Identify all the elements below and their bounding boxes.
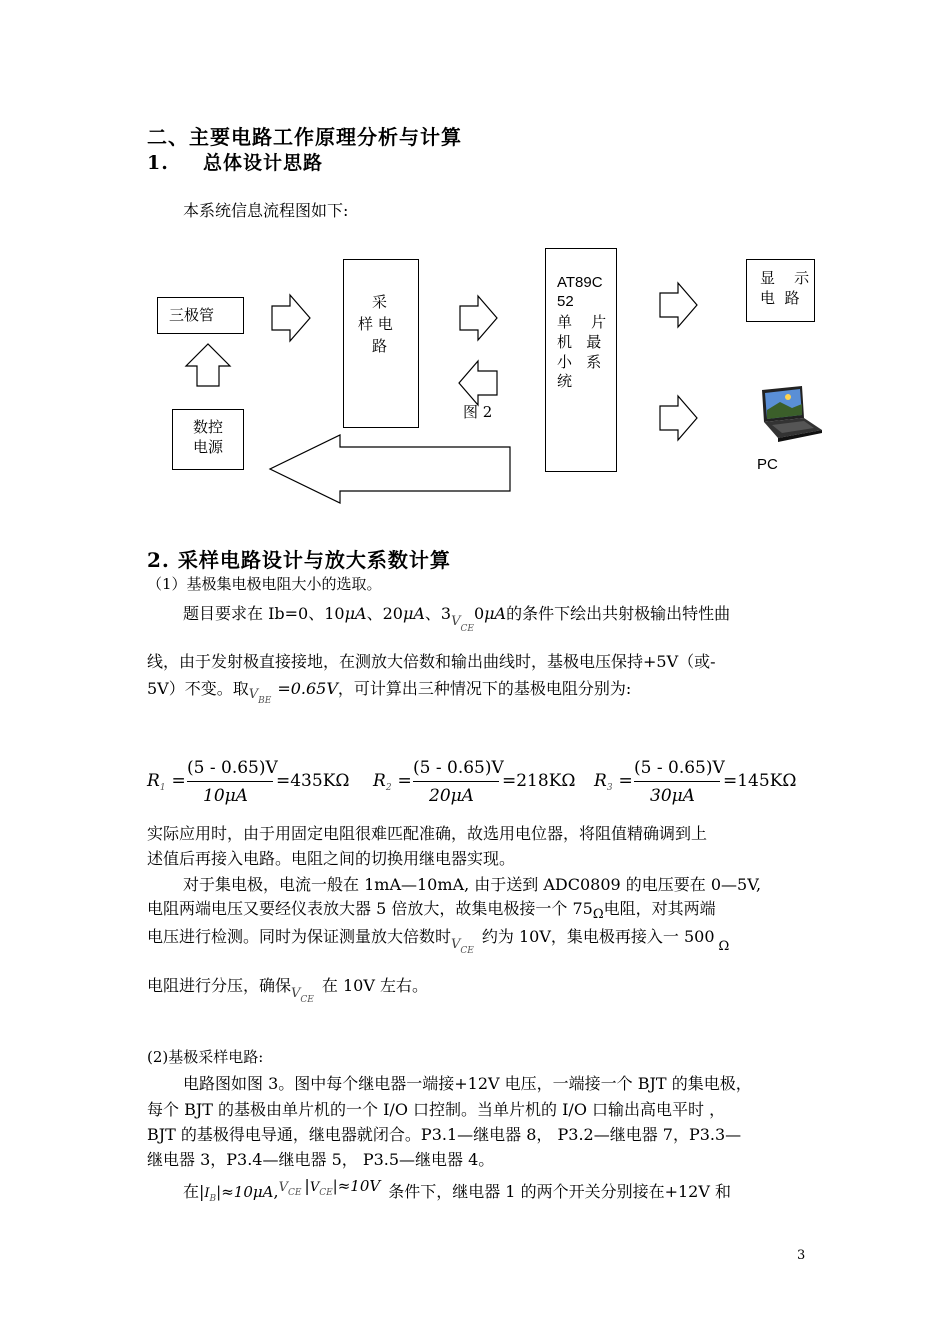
section-title: 二、主要电路工作原理分析与计算 [147, 125, 462, 149]
power-label-1: 数控 [193, 418, 224, 436]
text-run: |≈10μA [216, 1183, 274, 1201]
text-run: 电阻，对其两端 [603, 899, 716, 918]
mcu-label-1: AT89C [557, 274, 603, 291]
text-run: 在 10V 左右。 [321, 976, 428, 995]
symbol-sub: CE [460, 624, 474, 634]
formula-result: =218KΩ [502, 771, 576, 791]
sampling-label-2: 样 电 [358, 315, 393, 333]
text-run: 条件下，继电器 1 的两个开关分别接在+12V 和 [388, 1182, 731, 1201]
arrow-right-icon [660, 283, 697, 327]
sec3-line5 [183, 1176, 731, 1205]
para2-line1: 实际应用时，由于用固定电阻很难匹配准确，故选用电位器，将阻值精确调到上 [147, 824, 708, 843]
text-run: 电阻进行分压，确保 [147, 976, 292, 995]
sec3-line4: 继电器 3，P3.4—继电器 5， P3.5—继电器 4。 [147, 1150, 495, 1169]
symbol-sub: CE [319, 1188, 333, 1198]
sec3-line3: BJT 的基极得电导通，继电器就闭合。P3.1—继电器 8， P3.2—继电器 7，P3.3— [147, 1125, 742, 1144]
intro-text: 本系统信息流程图如下: [183, 201, 349, 220]
symbol-v: V [451, 614, 461, 629]
para1-line2: 线，由于发射极直接接地，在测放大倍数和输出曲线时，基极电压保持+5V（或- [147, 652, 716, 671]
display-label-1: 显 示 [760, 269, 810, 287]
resistor-formulas [147, 756, 817, 808]
formula-symbol: R [594, 771, 607, 791]
sampling-label-1: 采 [372, 293, 388, 311]
formula-denominator: 20μA [429, 786, 474, 806]
formula-symbol: R [373, 771, 386, 791]
text-run: |≈10V [332, 1177, 381, 1195]
symbol-v: V [248, 687, 259, 702]
symbol-sub: B [209, 1194, 217, 1204]
power-supply-box [172, 409, 244, 470]
arrow-up-icon [186, 344, 230, 386]
formula-r1: $R_1$ = (5 - 0.65)V 10μA =435KΩ [147, 758, 350, 806]
mcu-label-6: 统 [557, 372, 573, 390]
formula-result: =435KΩ [276, 771, 350, 791]
text-run: 电阻两端电压又要经仪表放大器 5 倍放大，故集电极接一个 75 [147, 899, 593, 918]
page-number: 3 [797, 1248, 806, 1263]
formula-symbol: R [147, 771, 160, 791]
formula-sub: 1 [159, 783, 166, 793]
text-run: 、20 [366, 604, 403, 623]
text-run: μA [484, 604, 507, 623]
arrow-right-icon [660, 396, 697, 440]
fraction-bar [413, 781, 499, 782]
symbol-v: V [278, 1180, 288, 1195]
display-circuit-box [746, 259, 815, 322]
text-run: 5V）不变。取 [147, 679, 249, 698]
para2-line3: 对于集电极，电流一般在 1mA—10mA, 由于送到 ADC0809 的电压要在 0—5V, [183, 875, 762, 894]
symbol-sub: CE [460, 946, 474, 956]
transistor-label: 三极管 [169, 306, 215, 324]
sec3-line2: 每个 BJT 的基极由单片机的一个 I/O 口控制。当单片机的 I/O 口输出高电平时 ， [147, 1100, 726, 1119]
arrow-right-icon [272, 295, 310, 341]
mcu-box [545, 248, 617, 472]
mcu-label-3: 单 片 [557, 313, 607, 331]
subsection-title-1: 总体设计思路 [203, 152, 324, 174]
text-run: ，可计算出三种情况下的基极电阻分别为: [337, 679, 632, 698]
symbol-sub: CE [300, 995, 314, 1005]
formula-sub: 3 [606, 783, 613, 793]
arrow-left-icon [459, 361, 497, 405]
symbol-sub: CE [287, 1188, 302, 1198]
formula-numerator: (5 - 0.65)V [634, 758, 725, 778]
mcu-label-4: 机 最 [557, 333, 602, 351]
formula-denominator: 30μA [650, 786, 695, 806]
formula-r3: $R_3$ = (5 - 0.65)V 30μA =145KΩ [594, 758, 797, 806]
item-2-heading: (2)基极采样电路: [147, 1048, 264, 1066]
sampling-label-3: 路 [372, 337, 388, 355]
flow-diagram [0, 0, 950, 520]
arrow-big-left-icon [270, 435, 510, 503]
symbol-v: V [309, 1180, 320, 1195]
para2-line6 [147, 976, 428, 1005]
ohm-symbol: Ω [592, 907, 604, 922]
symbol-sub: BE [258, 696, 272, 706]
para1-line3 [147, 679, 632, 706]
subsection-title-2: 2. 采样电路设计与放大系数计算 [147, 548, 451, 572]
para2-line2: 述值后再接入电路。电阻之间的切换用继电器实现。 [147, 849, 516, 868]
formula-denominator: 10μA [203, 786, 248, 806]
display-label-2: 电 路 [760, 289, 800, 307]
formula-sub: 2 [385, 783, 392, 793]
para1-line1 [183, 604, 731, 634]
text-run: =0.65V [277, 679, 338, 698]
text-run: | [304, 1176, 310, 1195]
ohm-symbol: Ω [718, 939, 730, 954]
formula-result: =145KΩ [723, 771, 797, 791]
text-run: 、3 [424, 604, 452, 623]
figure-label: 图 2 [463, 403, 493, 421]
sec3-line1: 电路图如图 3。图中每个继电器一端接+12V 电压，一端接一个 BJT 的集电极， [183, 1074, 752, 1093]
laptop-pc-icon [752, 386, 824, 444]
subsection-number-1: 1. [147, 152, 169, 174]
pc-label: PC [757, 456, 778, 473]
text-run: 题目要求在 Ib=0、10 [183, 604, 345, 623]
transistor-box [157, 297, 244, 334]
fraction-bar [634, 781, 720, 782]
para2-line4 [147, 899, 716, 921]
mcu-label-2: 52 [557, 293, 574, 310]
mcu-label-5: 小 系 [557, 353, 602, 371]
fraction-bar [187, 781, 273, 782]
item-1-heading: （1）基极集电极电阻大小的选取。 [147, 575, 382, 593]
arrow-right-icon [460, 296, 497, 340]
text-run: 电压进行检测。同时为保证测量放大倍数时 [147, 927, 452, 946]
text-run: 的条件下绘出共射极输出特性曲 [506, 604, 731, 623]
text-run: 0 [473, 604, 485, 623]
text-run: 在| [183, 1182, 205, 1201]
symbol-i: I [204, 1186, 210, 1201]
formula-r2: $R_2$ = (5 - 0.65)V 20μA =218KΩ [373, 758, 576, 806]
sampling-circuit-box [343, 259, 419, 428]
text-run: , [273, 1182, 279, 1201]
text-run: 约为 10V，集电极再接入一 500 [481, 927, 715, 946]
formula-numerator: (5 - 0.65)V [413, 758, 504, 778]
para2-line5 [147, 927, 730, 956]
text-run: μA [344, 604, 367, 623]
symbol-v: V [451, 937, 461, 952]
power-label-2: 电源 [193, 438, 224, 456]
symbol-v: V [291, 986, 301, 1001]
formula-numerator: (5 - 0.65)V [187, 758, 278, 778]
text-run: μA [402, 604, 425, 623]
